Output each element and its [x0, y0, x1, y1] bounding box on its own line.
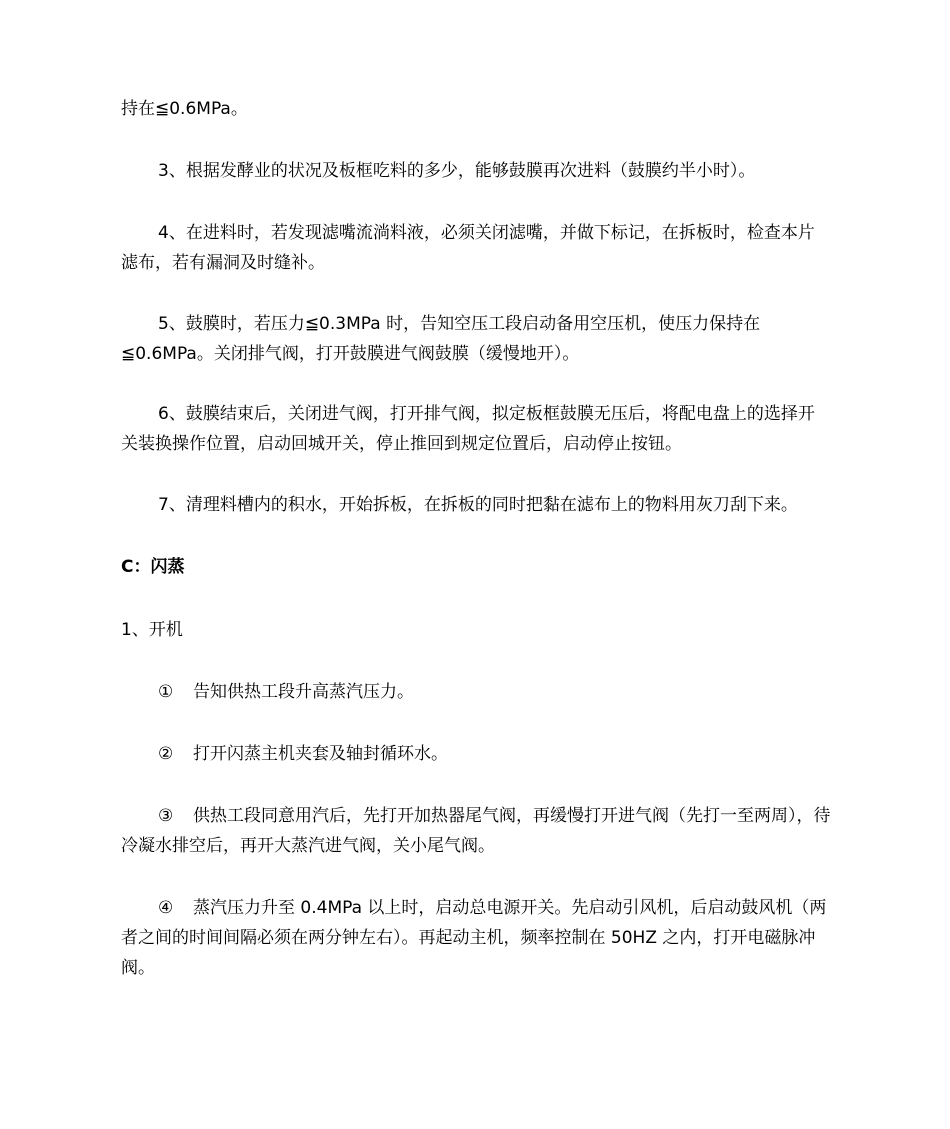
paragraph-step-7: 7、清理料槽内的积水，开始拆板，在拆板的同时把黏在滤布上的物料用灰刀刮下来。: [158, 495, 798, 515]
paragraph-step-6: 6、鼓膜结束后，关闭进气阀，打开排气阀，拟定板框鼓膜无压后，将配电盘上的选择开关装换操作位置，启动回城开关，停止推回到规定位置后，启动停止按钮。: [121, 404, 815, 454]
step-text: 告知供热工段升高蒸汽压力。: [193, 682, 414, 702]
step-number: ①: [158, 682, 174, 702]
paragraph-step-5: 5、鼓膜时，若压力≦0.3MPa 时，告知空压工段启动备用空压机，使压力保持在≦0.6MPa。关闭排气阀，打开鼓膜进气阀鼓膜（缓慢地开）。: [121, 314, 761, 364]
step-number: ④: [158, 898, 174, 918]
paragraph-continuation: 持在≦0.6MPa。: [121, 99, 248, 119]
paragraph-step-4: 4、在进料时，若发现滤嘴流淌料液，必须关闭滤嘴，并做下标记，在拆板时，检查本片滤布，若有漏洞及时缝补。: [121, 223, 815, 273]
step-item-1: [121, 677, 831, 707]
subsection-heading: 1、开机: [121, 620, 183, 640]
step-item-4: [121, 893, 831, 983]
section-heading: C：闪蒸: [121, 557, 185, 577]
paragraph-step-3: 3、根据发酵业的状况及板框吃料的多少，能够鼓膜再次进料（鼓膜约半小时）。: [158, 161, 756, 181]
step-text: 蒸汽压力升至 0.4MPa 以上时，启动总电源开关。先启动引风机，后启动鼓风机（两者之间的时间间隔必须在两分钟左右）。再起动主机，频率控制在 50HZ 之内，打开电磁脉冲阀。: [121, 898, 827, 978]
step-item-3: [121, 801, 831, 861]
step-text: 供热工段同意用汽后，先打开加热器尾气阀，再缓慢打开进气阀（先打一至两周），待冷凝水排空后，再开大蒸汽进气阀，关小尾气阀。: [121, 806, 831, 856]
step-number: ②: [158, 744, 174, 764]
step-text: 打开闪蒸主机夹套及轴封循环水。: [193, 744, 448, 764]
step-number: ③: [158, 806, 174, 826]
step-item-2: [121, 739, 831, 769]
